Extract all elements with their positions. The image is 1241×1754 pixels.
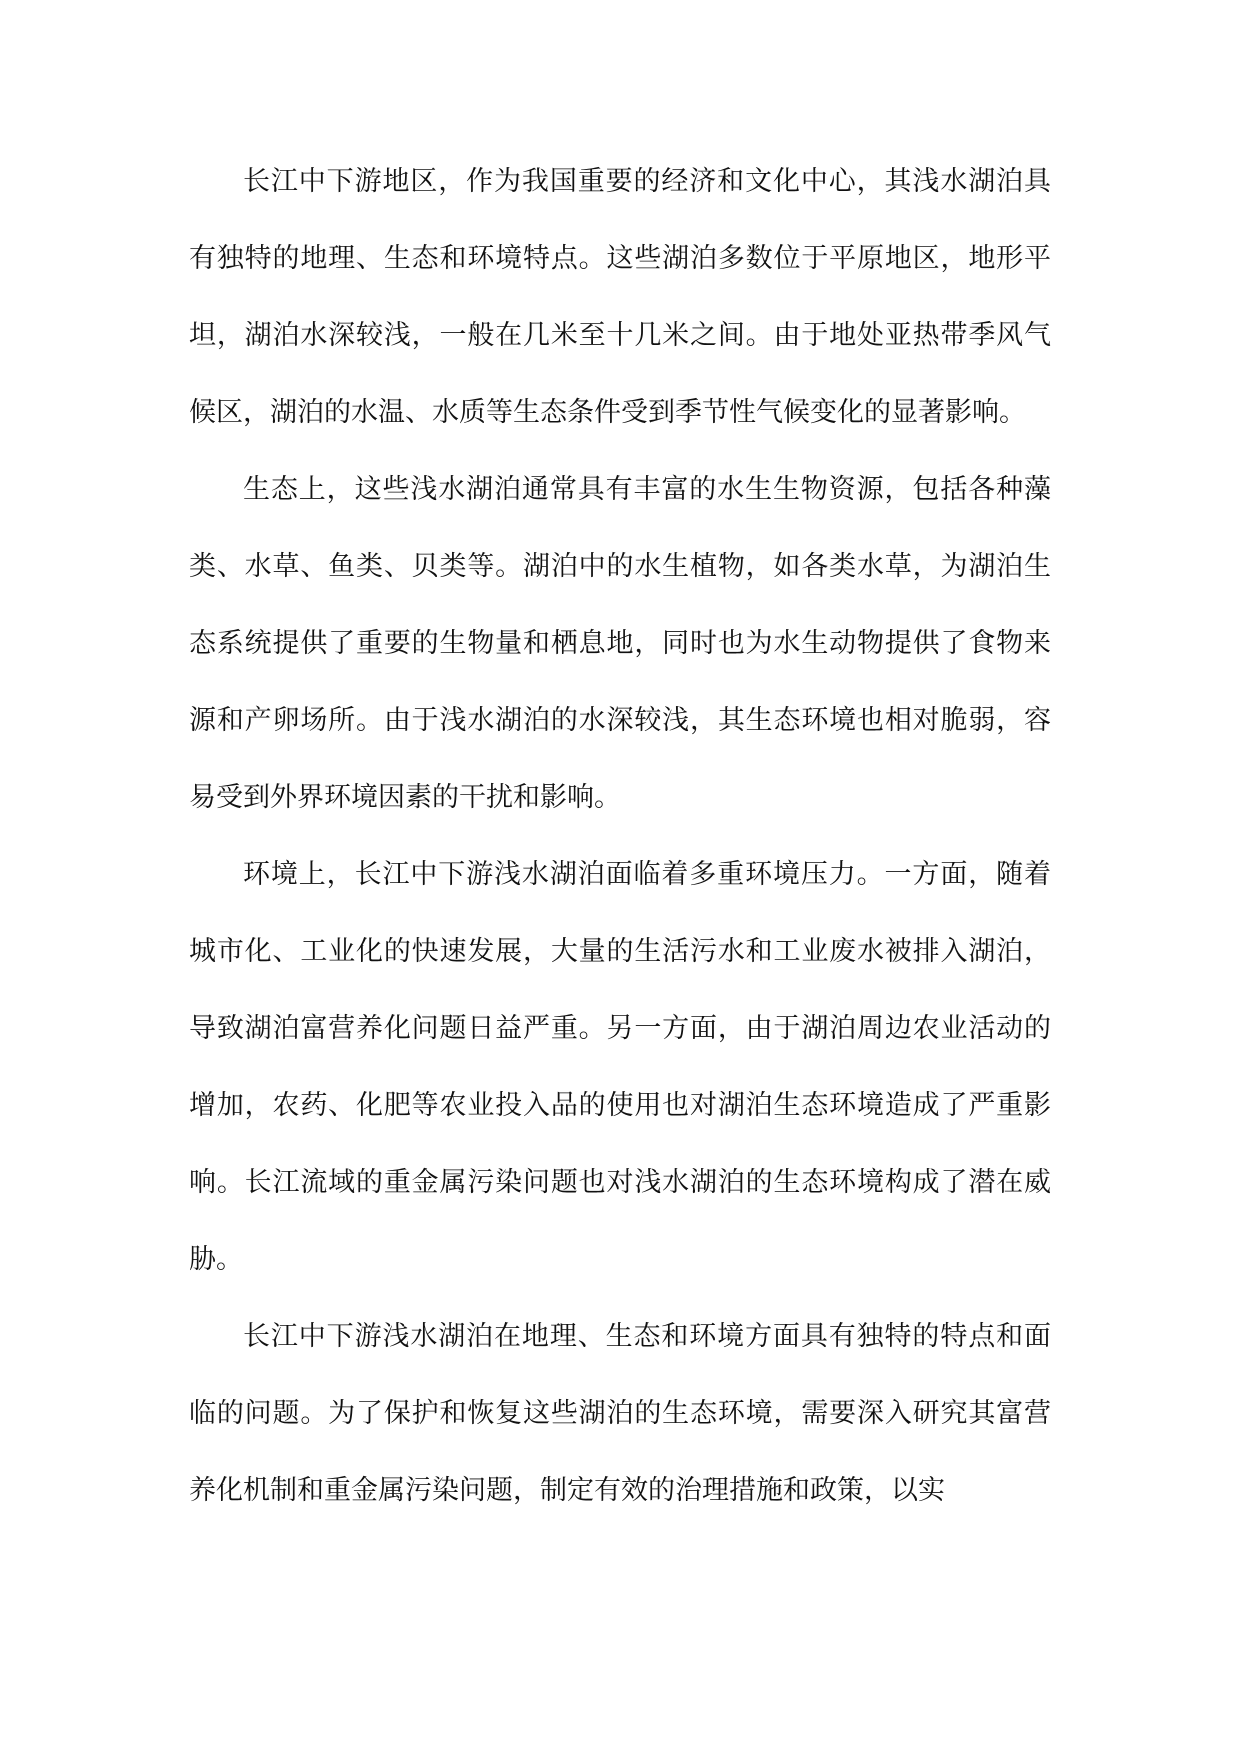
paragraph-geography: 长江中下游地区，作为我国重要的经济和文化中心，其浅水湖泊具有独特的地理、生态和环境特点。这些湖泊多数位于平原地区，地形平坦，湖泊水深较浅，一般在几米至十几米之间。由于地处亚热带季风气候区，湖泊的水温、水质等生态条件受到季节性气候变化的显著影响。 xyxy=(189,166,1051,428)
document-body xyxy=(189,143,1051,1529)
paragraph-conclusion: 长江中下游浅水湖泊在地理、生态和环境方面具有独特的特点和面临的问题。为了保护和恢复这些湖泊的生态环境，需要深入研究其富营养化机制和重金属污染问题，制定有效的治理措施和政策，以实 xyxy=(189,1321,1051,1506)
paragraph-environment: 环境上，长江中下游浅水湖泊面临着多重环境压力。一方面，随着城市化、工业化的快速发展，大量的生活污水和工业废水被排入湖泊，导致湖泊富营养化问题日益严重。另一方面，由于湖泊周边农业活动的增加，农药、化肥等农业投入品的使用也对湖泊生态环境造成了严重影响。长江流域的重金属污染问题也对浅水湖泊的生态环境构成了潜在威胁。 xyxy=(189,859,1051,1275)
paragraph-ecology: 生态上，这些浅水湖泊通常具有丰富的水生生物资源，包括各种藻类、水草、鱼类、贝类等。湖泊中的水生植物，如各类水草，为湖泊生态系统提供了重要的生物量和栖息地，同时也为水生动物提供了食物来源和产卵场所。由于浅水湖泊的水深较浅，其生态环境也相对脆弱，容易受到外界环境因素的干扰和影响。 xyxy=(189,474,1051,813)
